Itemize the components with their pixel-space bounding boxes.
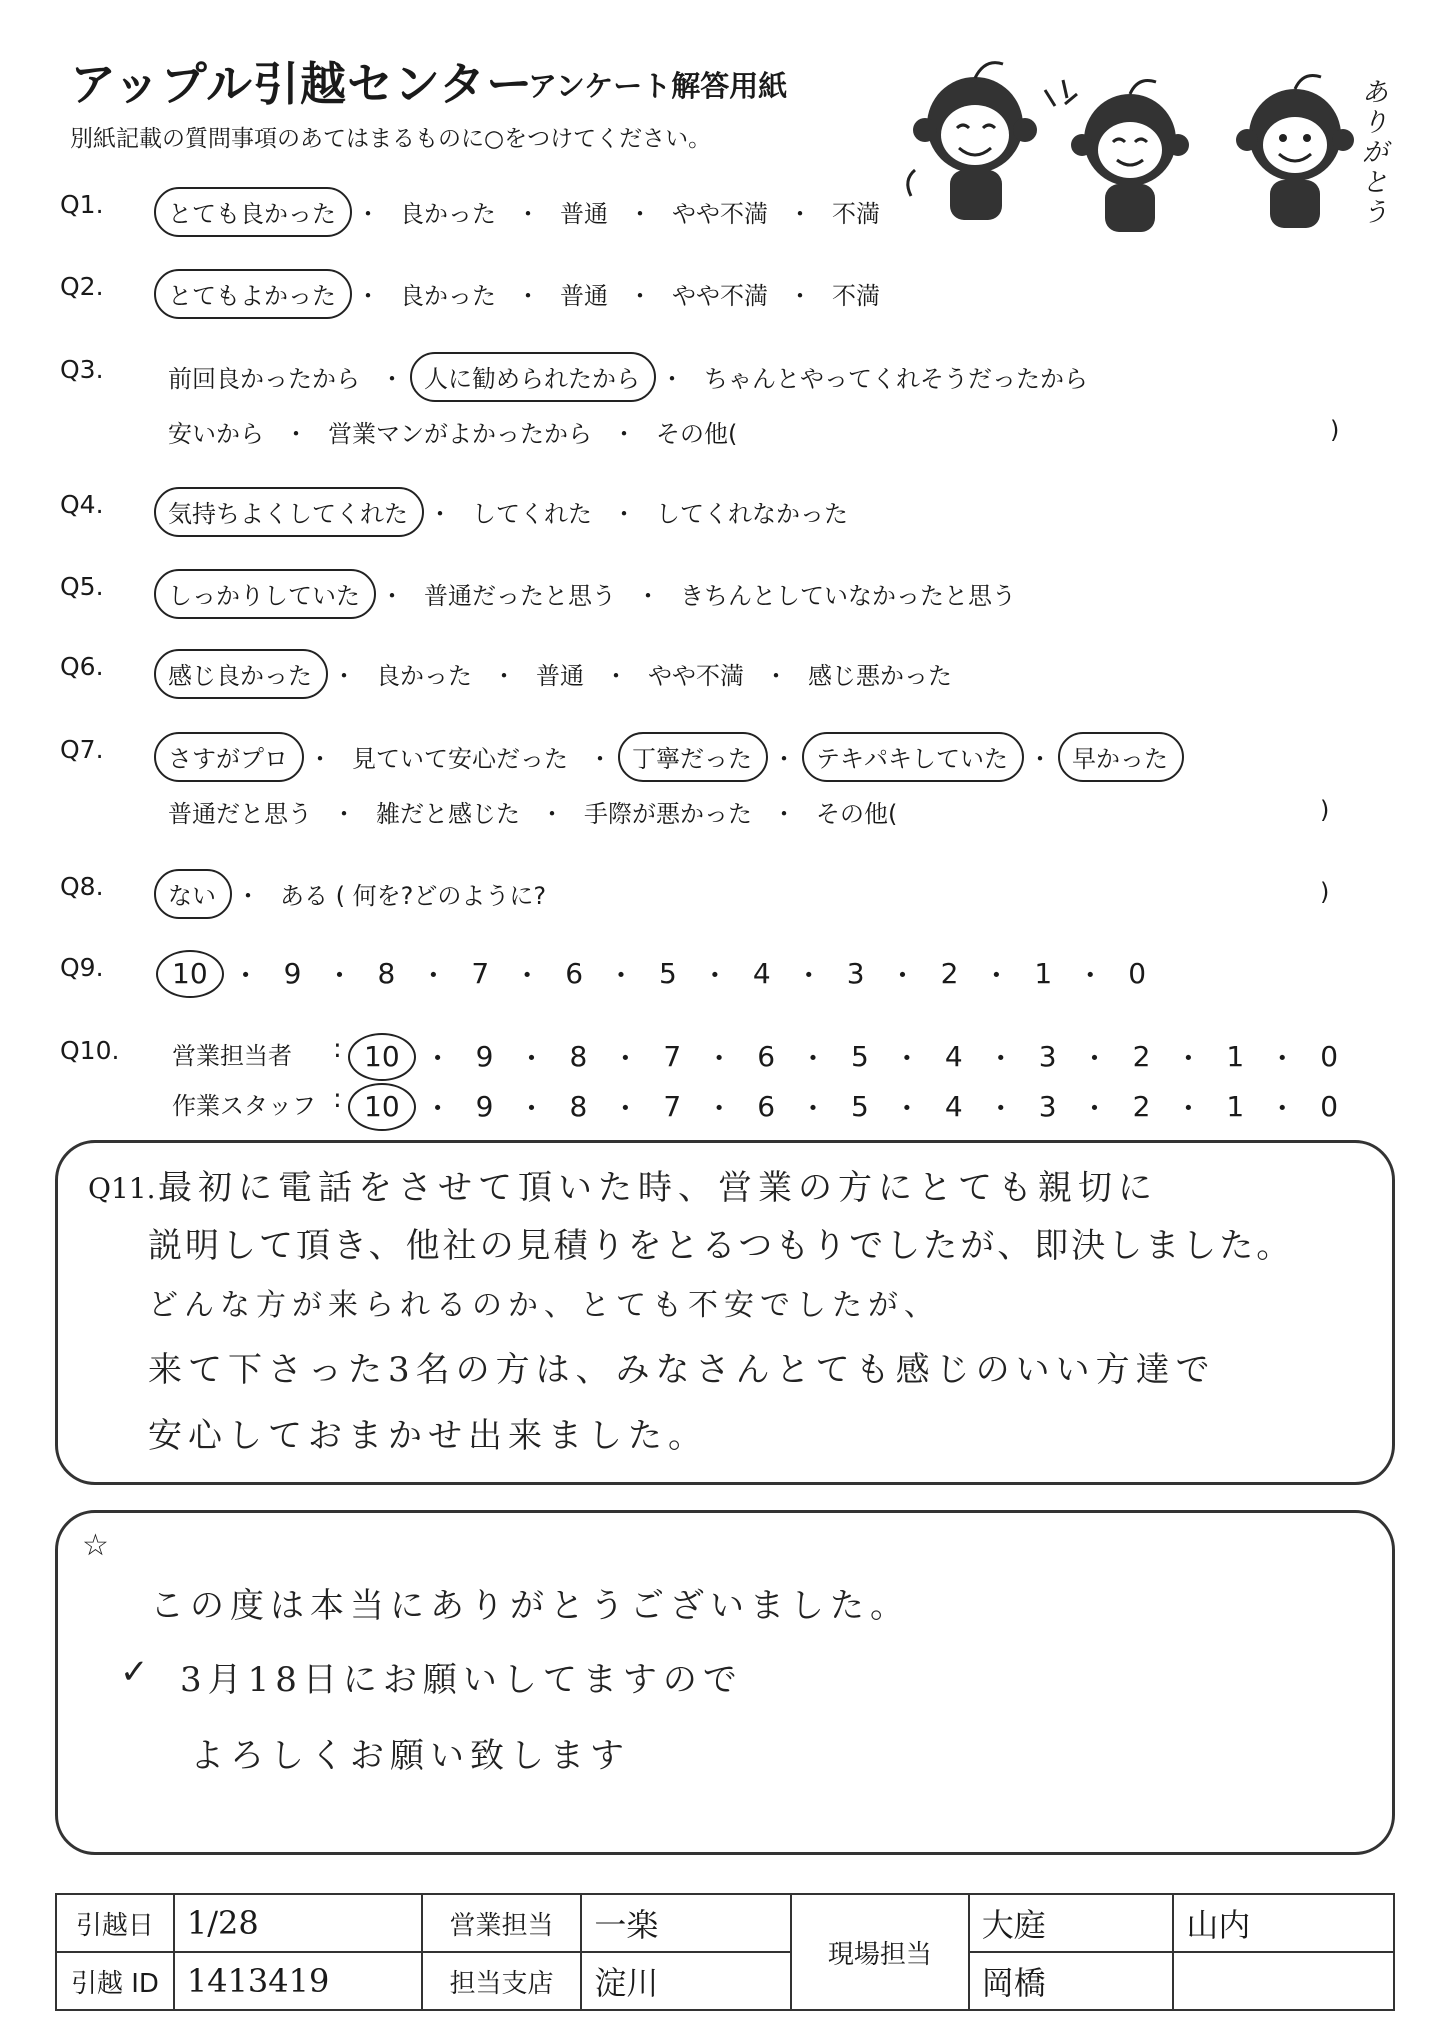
comment-line-2: 3月18日にお願いしてますので — [180, 1660, 743, 1700]
q11-line-5: 安心しておまかせ出来ました。 — [148, 1416, 708, 1456]
sales-rep-label: 営業担当 — [422, 1894, 582, 1952]
q2-options: とてもよかった ・ 良かった ・ 普通 ・ やや不満 ・ 不満 — [158, 272, 890, 315]
comment-bullet-mark: ✓ — [120, 1652, 155, 1692]
q9-score-8[interactable]: 8 — [377, 957, 396, 990]
q10-sales-score-5[interactable]: 5 — [851, 1040, 869, 1073]
q1-option-1[interactable]: とても良かった — [158, 190, 346, 233]
q3-label: Q3. — [60, 355, 104, 384]
comment-line-3: よろしくお願い致します — [190, 1736, 630, 1776]
q9-score-7[interactable]: 7 — [471, 957, 490, 990]
q9-score-2[interactable]: 2 — [940, 957, 959, 990]
q10-sales-score-0[interactable]: 0 — [1320, 1040, 1339, 1073]
q7-option-9[interactable]: その他( — [816, 800, 898, 828]
q11-line-2: 説明して頂き、他社の見積りをとるつもりでしたが、即決しました。 — [148, 1226, 1294, 1266]
q2-option-2[interactable]: 良かった — [400, 282, 496, 310]
q8-option-some[interactable]: ある ( 何を?どのように? — [280, 882, 547, 910]
q3-option-5[interactable]: 営業マンがよかったから — [328, 420, 592, 448]
q10-sales-score-9[interactable]: 9 — [475, 1040, 494, 1073]
site-staff-1[interactable]: 大庭 — [969, 1894, 1174, 1952]
q3-option-6[interactable]: その他( — [656, 420, 738, 448]
branch-value[interactable]: 淀川 — [581, 1952, 791, 2010]
company-title: アップル引越センター — [70, 57, 534, 111]
q1-label: Q1. — [60, 190, 104, 219]
q3-options-row2: 安いから ・ 営業マンがよかったから ・ その他( — [158, 410, 747, 453]
q10-sales-score-4[interactable]: 4 — [944, 1040, 963, 1073]
q3-option-2[interactable]: 人に勧められたから — [414, 355, 650, 398]
q5-option-3[interactable]: きちんとしていなかったと思う — [680, 582, 1016, 610]
q7-options-row2: 普通だと思う ・ 雑だと感じた ・ 手際が悪かった ・ その他( — [158, 790, 907, 833]
q1-option-2[interactable]: 良かった — [400, 200, 496, 228]
q10-sales-score-6[interactable]: 6 — [757, 1040, 776, 1073]
q11-line-1: 最初に電話をさせて頂いた時、営業の方にとても親切に — [158, 1168, 1158, 1208]
q3-option-4[interactable]: 安いから — [168, 420, 264, 448]
q10-sales-score-8[interactable]: 8 — [569, 1040, 588, 1073]
move-date-label: 引越日 — [56, 1894, 174, 1952]
q1-options: とても良かった ・ 良かった ・ 普通 ・ やや不満 ・ 不満 — [158, 190, 890, 233]
monkey-icon-1 — [908, 63, 1037, 220]
site-staff-2[interactable]: 山内 — [1173, 1894, 1394, 1952]
q10-sales-label: 営業担当者 — [172, 1042, 292, 1070]
q10-staff-score-7[interactable]: 7 — [663, 1090, 682, 1123]
move-date-value[interactable]: 1/28 — [174, 1894, 422, 1952]
q6-label: Q6. — [60, 652, 104, 681]
q10-staff-score-1[interactable]: 1 — [1226, 1090, 1245, 1123]
q5-options: しっかりしていた ・ 普通だったと思う ・ きちんとしていなかったと思う — [158, 572, 1026, 615]
q4-option-3[interactable]: してくれなかった — [656, 500, 848, 528]
q10-sales-score-options: 10 ・ 9 ・ 8 ・ 7 ・ 6 ・ 5 ・ 4 ・ 3 ・ 2 ・ 1 ・ 0 — [350, 1036, 1352, 1077]
q10-staff-score-8[interactable]: 8 — [569, 1090, 588, 1123]
q1-option-5[interactable]: 不満 — [832, 200, 880, 228]
q2-option-5[interactable]: 不満 — [832, 282, 880, 310]
q2-option-1[interactable]: とてもよかった — [158, 272, 346, 315]
q7-option-3[interactable]: 丁寧だった — [622, 735, 762, 778]
monkey-mascots-illustration — [895, 50, 1395, 250]
q10-label: Q10. — [60, 1036, 120, 1065]
q10-sales-score-1[interactable]: 1 — [1226, 1040, 1245, 1073]
move-id-value[interactable]: 1413419 — [174, 1952, 422, 2010]
q3-options-row1: 前回良かったから ・ 人に勧められたから ・ ちゃんとやってくれそうだったから — [158, 355, 1098, 398]
q5-option-2[interactable]: 普通だったと思う — [424, 582, 616, 610]
q11-line-3: どんな方が来られるのか、とても不安でしたが、 — [148, 1288, 940, 1323]
branch-label: 担当支店 — [422, 1952, 582, 2010]
q7-option-7[interactable]: 雑だと感じた — [376, 800, 520, 828]
site-staff-label: 現場担当 — [791, 1894, 969, 2010]
move-id-label: 引越 ID — [56, 1952, 174, 2010]
q11-label: Q11. — [88, 1172, 156, 1205]
q7-option-8[interactable]: 手際が悪かった — [584, 800, 752, 828]
q8-close-paren: ) — [1320, 878, 1330, 906]
q9-score-0[interactable]: 0 — [1128, 957, 1147, 990]
q3-option-1[interactable]: 前回良かったから — [168, 365, 360, 393]
q8-options: ない ・ ある ( 何を?どのように? — [158, 872, 556, 915]
q10-staff-score-5[interactable]: 5 — [851, 1090, 869, 1123]
q2-label: Q2. — [60, 272, 104, 301]
q5-option-1[interactable]: しっかりしていた — [158, 572, 370, 615]
q4-options: 気持ちよくしてくれた ・ してくれた ・ してくれなかった — [158, 490, 858, 533]
q6-option-2[interactable]: 良かった — [376, 662, 472, 690]
q7-option-4[interactable]: テキパキしていた — [806, 735, 1018, 778]
q6-option-5[interactable]: 感じ悪かった — [808, 662, 952, 690]
q9-score-1[interactable]: 1 — [1034, 957, 1053, 990]
q10-sales-score-3[interactable]: 3 — [1038, 1040, 1057, 1073]
instruction-text: 別紙記載の質問事項のあてはまるものに○をつけてください。 — [70, 126, 712, 152]
thanks-vertical-text: ありがとう — [1362, 78, 1389, 228]
q8-option-none[interactable]: ない — [158, 872, 226, 915]
q4-option-2[interactable]: してくれた — [472, 500, 592, 528]
q10-staff-score-10[interactable]: 10 — [350, 1086, 414, 1127]
monkey-icon-2 — [1071, 81, 1189, 233]
q6-options: 感じ良かった ・ 良かった ・ 普通 ・ やや不満 ・ 感じ悪かった — [158, 652, 962, 695]
move-info-table — [55, 1893, 1395, 2011]
q10-staff-score-6[interactable]: 6 — [757, 1090, 776, 1123]
q10-staff-score-options: 10 ・ 9 ・ 8 ・ 7 ・ 6 ・ 5 ・ 4 ・ 3 ・ 2 ・ 1 ・ 0 — [350, 1086, 1352, 1127]
q8-label: Q8. — [60, 872, 104, 901]
q2-option-3[interactable]: 普通 — [560, 282, 608, 310]
q9-score-10[interactable]: 10 — [158, 953, 222, 994]
q10-staff-score-2[interactable]: 2 — [1132, 1090, 1151, 1123]
q9-score-5[interactable]: 5 — [659, 957, 677, 990]
q7-option-2[interactable]: 見ていて安心だった — [352, 745, 568, 773]
q10-staff-score-3[interactable]: 3 — [1038, 1090, 1057, 1123]
q7-option-1[interactable]: さすがプロ — [158, 735, 298, 778]
q1-option-4[interactable]: やや不満 — [672, 200, 768, 228]
q7-label: Q7. — [60, 735, 104, 764]
monkey-icon-3 — [1236, 76, 1354, 229]
q9-score-3[interactable]: 3 — [846, 957, 865, 990]
q6-option-4[interactable]: やや不満 — [648, 662, 744, 690]
q10-sales-score-7[interactable]: 7 — [663, 1040, 682, 1073]
q10-sales-colon: : — [333, 1034, 342, 1064]
form-subtitle: アンケート解答用紙 — [528, 69, 788, 103]
q4-label: Q4. — [60, 490, 104, 519]
q10-staff-score-4[interactable]: 4 — [944, 1090, 963, 1123]
q10-sales-score-10[interactable]: 10 — [350, 1036, 414, 1077]
q11-line-4: 来て下さった3名の方は、みなさんとても感じのいい方達で — [148, 1350, 1216, 1390]
site-staff-4[interactable] — [1173, 1952, 1394, 2010]
q3-close-paren: ) — [1330, 416, 1340, 444]
q10-staff-colon: : — [333, 1084, 342, 1114]
sales-rep-value[interactable]: 一楽 — [581, 1894, 791, 1952]
q7-options-row1: さすがプロ ・ 見ていて安心だった ・ 丁寧だった ・ テキパキしていた ・ 早かった — [158, 735, 1178, 778]
q9-label: Q9. — [60, 953, 104, 982]
q9-score-4[interactable]: 4 — [752, 957, 771, 990]
q3-option-3[interactable]: ちゃんとやってくれそうだったから — [704, 365, 1088, 393]
q9-score-9[interactable]: 9 — [283, 957, 302, 990]
q7-option-6[interactable]: 普通だと思う — [168, 800, 312, 828]
q4-option-1[interactable]: 気持ちよくしてくれた — [158, 490, 418, 533]
q1-option-3[interactable]: 普通 — [560, 200, 608, 228]
q2-option-4[interactable]: やや不満 — [672, 282, 768, 310]
q10-staff-label: 作業スタッフ — [172, 1092, 316, 1120]
q5-label: Q5. — [60, 572, 104, 601]
q7-option-5[interactable]: 早かった — [1062, 735, 1178, 778]
q10-staff-score-0[interactable]: 0 — [1320, 1090, 1339, 1123]
q10-staff-score-9[interactable]: 9 — [475, 1090, 494, 1123]
q9-score-6[interactable]: 6 — [565, 957, 584, 990]
site-staff-3[interactable]: 岡橋 — [969, 1952, 1174, 2010]
q6-option-3[interactable]: 普通 — [536, 662, 584, 690]
star-icon: ☆ — [82, 1528, 109, 1563]
q9-score-options: 10 ・ 9 ・ 8 ・ 7 ・ 6 ・ 5 ・ 4 ・ 3 ・ 2 ・ 1 ・ 0 — [158, 953, 1160, 994]
q7-close-paren: ) — [1320, 796, 1330, 824]
q6-option-1[interactable]: 感じ良かった — [158, 652, 322, 695]
q10-sales-score-2[interactable]: 2 — [1132, 1040, 1151, 1073]
comment-line-1: この度は本当にありがとうございました。 — [150, 1586, 910, 1626]
